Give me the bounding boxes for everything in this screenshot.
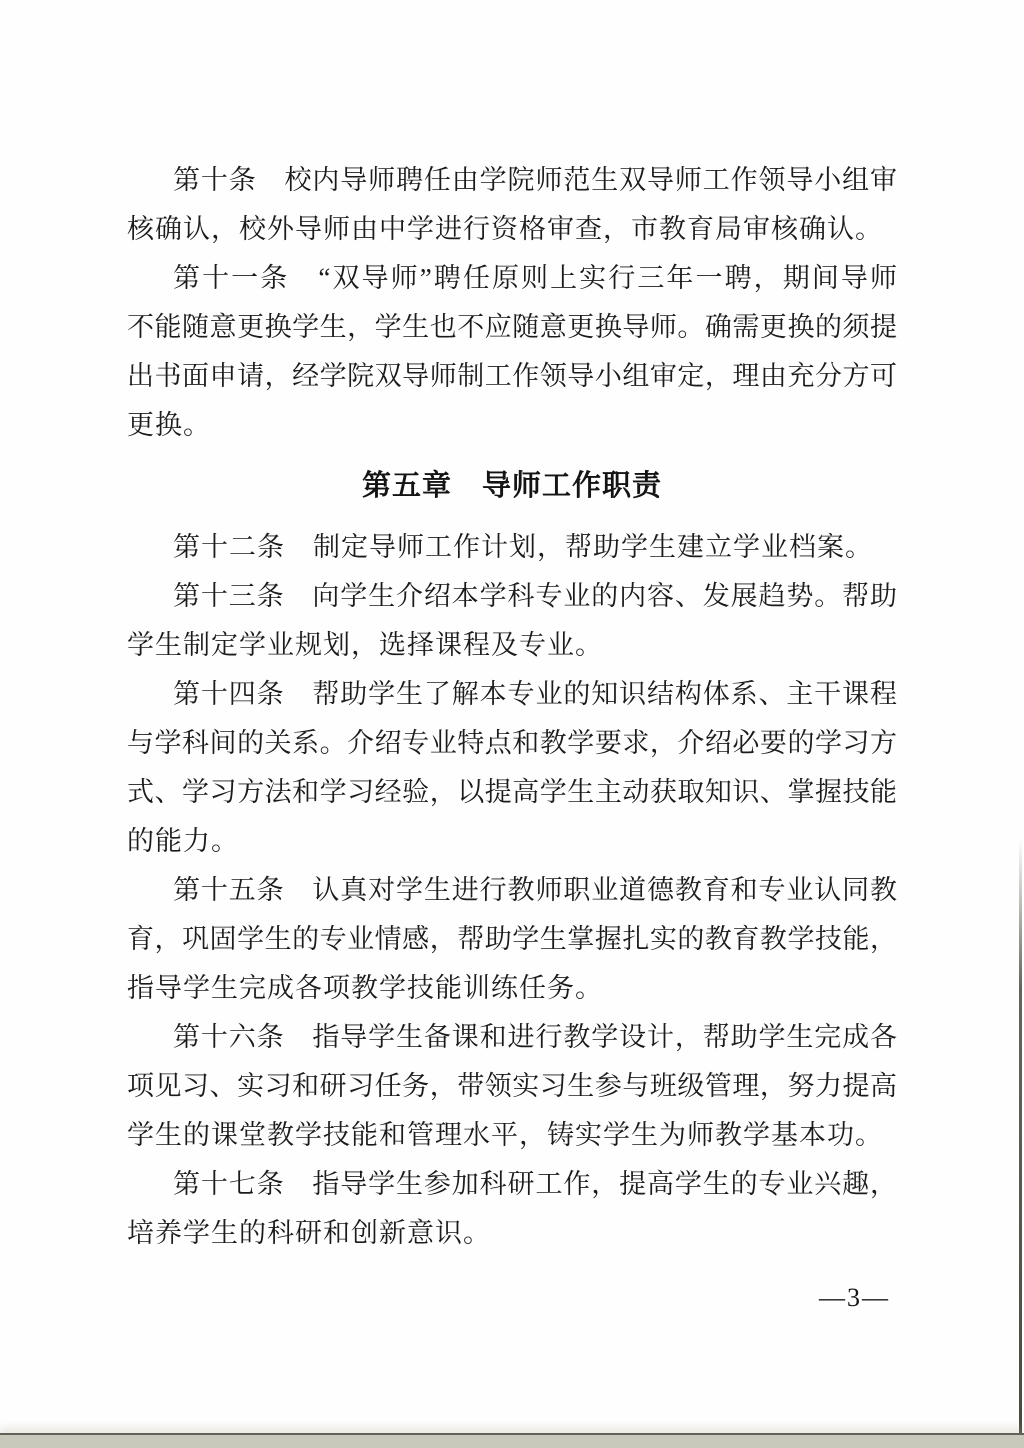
article-12-paragraph [127, 523, 897, 572]
text-line: 更换。 [127, 410, 211, 440]
text-line: 第十七条 指导学生参加科研工作，提高学生的专业兴趣， [173, 1169, 897, 1199]
text-line: 第十五条 认真对学生进行教师职业道德教育和专业认同教 [173, 875, 897, 905]
text-line: 第十条 校内导师聘任由学院师范生双导师工作领导小组审 [173, 165, 897, 195]
text-line: 培养学生的科研和创新意识。 [127, 1218, 491, 1248]
document-body [127, 156, 897, 1258]
text-line: 学生制定学业规划，选择课程及专业。 [127, 630, 603, 660]
text-line: 指导学生完成各项教学技能训练任务。 [127, 973, 603, 1003]
article-15-paragraph [127, 866, 897, 1013]
text-line: 与学科间的关系。介绍专业特点和教学要求，介绍必要的学习方 [127, 728, 897, 758]
text-line: 第十一条 “双导师”聘任原则上实行三年一聘，期间导师 [173, 263, 897, 293]
text-line: 式、学习方法和学习经验，以提高学生主动获取知识、掌握技能 [127, 777, 897, 807]
chapter-heading: 第五章 导师工作职责 [361, 470, 662, 502]
text-line: 第十二条 制定导师工作计划，帮助学生建立学业档案。 [173, 532, 873, 562]
article-11-paragraph [127, 254, 897, 450]
page-number: —3— [819, 1283, 890, 1312]
text-line: 核确认，校外导师由中学进行资格审查，市教育局审核确认。 [127, 214, 883, 244]
text-line: 不能随意更换学生，学生也不应随意更换导师。确需更换的须提 [127, 312, 897, 342]
article-10-paragraph [127, 156, 897, 254]
article-14-paragraph [127, 670, 897, 866]
text-line: 出书面申请，经学院双导师制工作领导小组审定，理由充分方可 [127, 361, 897, 391]
text-line: 项见习、实习和研习任务，带领实习生参与班级管理，努力提高 [127, 1071, 897, 1101]
text-line: 的能力。 [127, 826, 239, 856]
text-line: 第十六条 指导学生备课和进行教学设计，帮助学生完成各 [173, 1022, 897, 1052]
scan-bottom-band-artifact [0, 1433, 1024, 1448]
text-line: 第十三条 向学生介绍本学科专业的内容、发展趋势。帮助 [173, 581, 897, 611]
text-line: 学生的课堂教学技能和管理水平，铸实学生为师教学基本功。 [127, 1120, 883, 1150]
article-13-paragraph [127, 572, 897, 670]
text-line: 育，巩固学生的专业情感，帮助学生掌握扎实的教育教学技能， [127, 924, 897, 954]
article-16-paragraph [127, 1013, 897, 1160]
text-line: 第十四条 帮助学生了解本专业的知识结构体系、主干课程 [173, 679, 897, 709]
scan-edge-artifact [1019, 840, 1022, 1433]
article-17-paragraph [127, 1160, 897, 1258]
